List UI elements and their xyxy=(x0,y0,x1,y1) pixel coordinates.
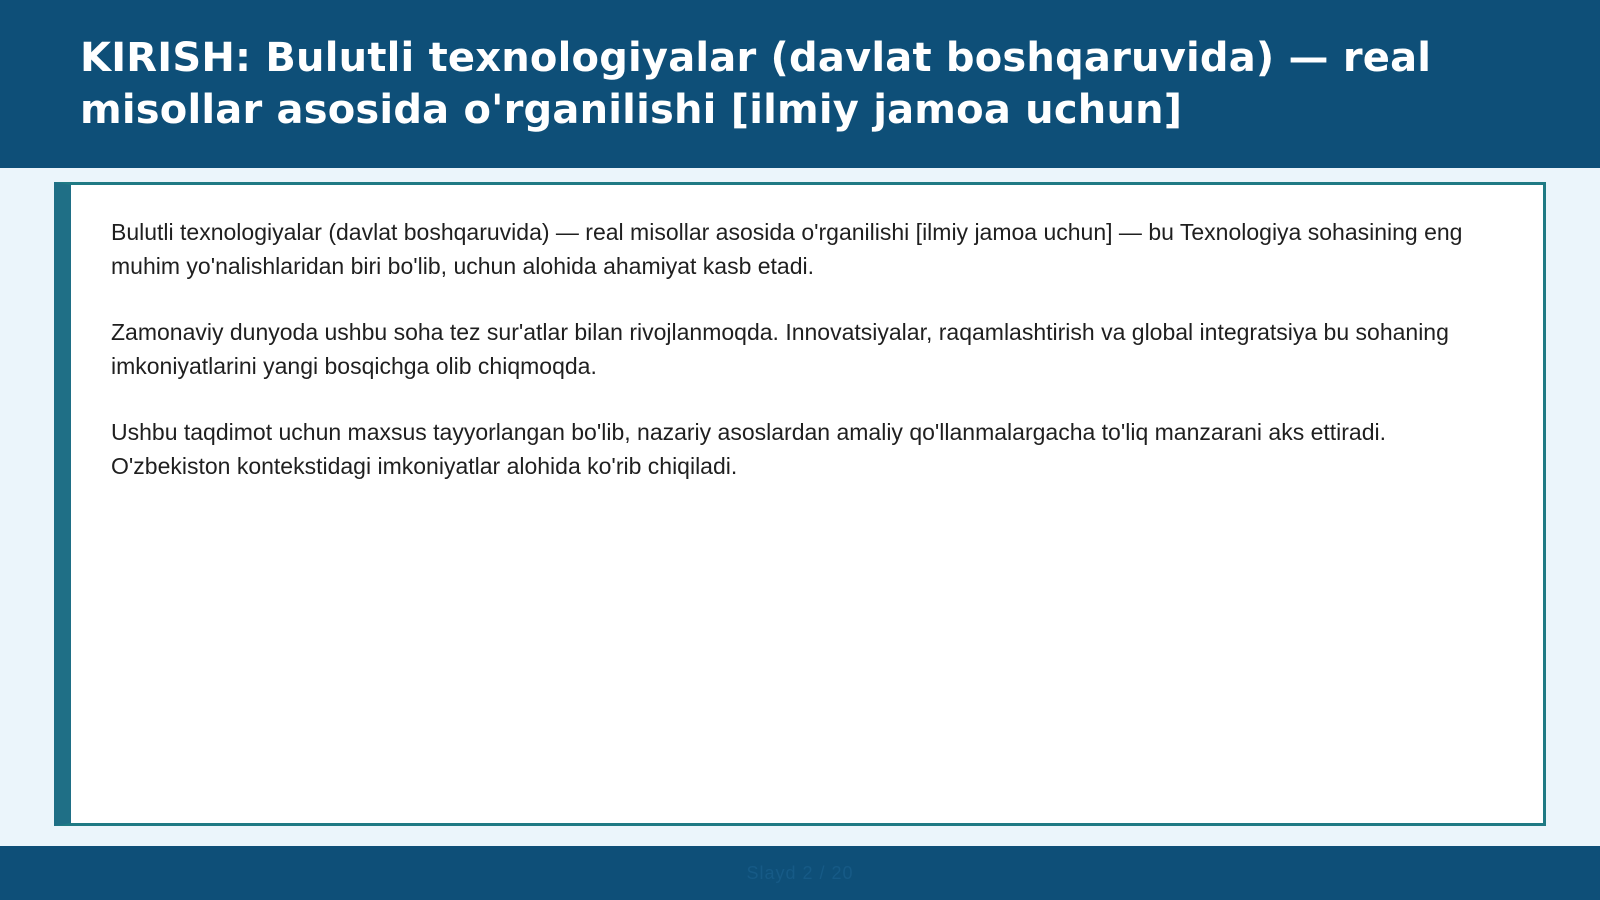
slide-footer xyxy=(0,846,1600,900)
summary-paragraph: Ushbu taqdimot uchun maxsus tayyorlangan bo'lib, nazariy asoslardan amaliy qo'llanmalargacha to'liq manzarani aks ettiradi. O'zbekiston kontekstidagi imkoniyatlar alohida ko'rib chiqiladi. xyxy=(111,419,1387,479)
content-box xyxy=(54,182,1546,826)
slide-header xyxy=(0,0,1600,168)
slide-counter: Slayd 2 / 20 xyxy=(746,862,854,883)
context-paragraph: Zamonaviy dunyoda ushbu soha tez sur'atlar bilan rivojlanmoqda. Innovatsiyalar, raqamlashtirish va global integratsiya bu sohaning imkoniyatlarini yangi bosqichga olib chiqmoqda. xyxy=(111,319,1449,379)
intro-paragraph: Bulutli texnologiyalar (davlat boshqaruvida) — real misollar asosida o'rganilishi [ilmiy jamoa uchun] — bu Texnologiya sohasining eng muhim yo'nalishlaridan biri bo'lib, uchun alohida ahamiyat kasb etadi. xyxy=(111,219,1463,279)
slide-title: KIRISH: Bulutli texnologiyalar (davlat boshqaruvida) — real misollar asosida o'rganilishi [ilmiy jamoa uchun] xyxy=(80,35,1432,133)
